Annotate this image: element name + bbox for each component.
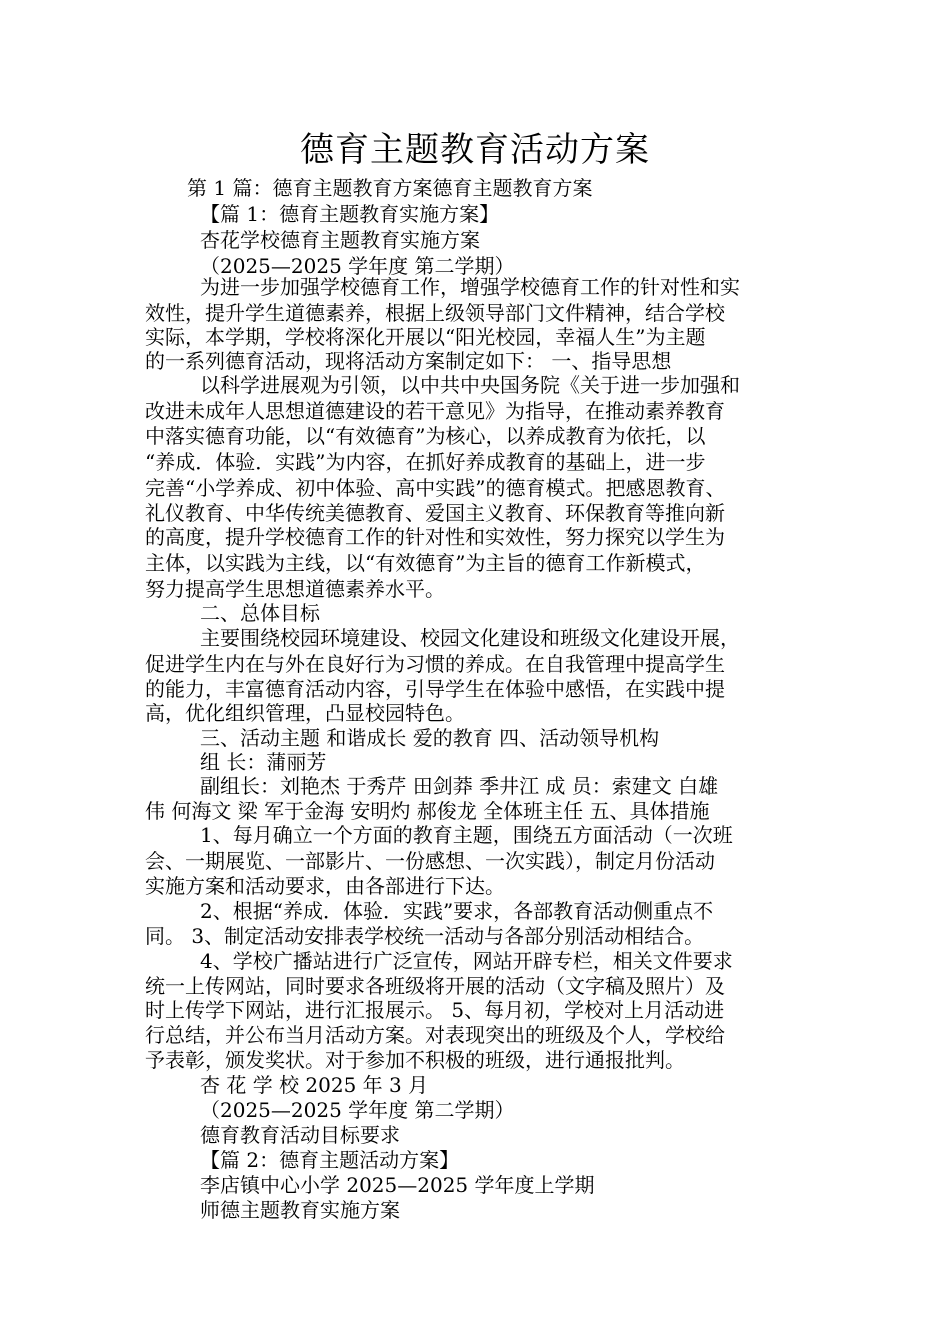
text-line: 4、学校广播站进行广泛宣传，网站开辟专栏，相关文件要求 [200, 949, 733, 973]
text-line: 礼仪教育、中华传统美德教育、爱国主义教育、环保教育等推向新 [145, 501, 725, 525]
text-line: 组 长：蒲丽芳 [200, 750, 327, 774]
text-line: 1、每月确立一个方面的教育主题，围绕五方面活动（一次班 [200, 823, 733, 847]
text-line: “养成．体验．实践”为内容，在抓好养成教育的基础上，进一步 [145, 450, 706, 474]
text-line: 杏花学校德育主题教育实施方案 [200, 228, 480, 252]
text-line: 为进一步加强学校德育工作，增强学校德育工作的针对性和实 [200, 275, 740, 299]
text-line: 第 1 篇：德育主题教育方案德育主题教育方案 [187, 176, 593, 200]
text-line: 杏 花 学 校 2025 年 3 月 [200, 1073, 429, 1097]
text-line: 师德主题教育实施方案 [200, 1198, 400, 1222]
text-line: 实施方案和活动要求，由各部进行下达。 [145, 874, 505, 898]
text-line: 效性，提升学生道德素养，根据上级领导部门文件精神，结合学校 [145, 301, 725, 325]
text-line: 三、活动主题 和谐成长 爱的教育 四、活动领导机构 [200, 726, 660, 750]
text-line: 努力提高学生思想道德素养水平。 [145, 577, 445, 601]
text-line: 的能力，丰富德育活动内容，引导学生在体验中感悟，在实践中提 [145, 677, 725, 701]
text-line: 统一上传网站，同时要求各班级将开展的活动（文字稿及照片）及 [145, 974, 725, 998]
text-line: 时上传学下网站，进行汇报展示。 5、每月初，学校对上月活动进 [145, 998, 725, 1022]
text-line: 2、根据“养成．体验．实践”要求，各部教育活动侧重点不 [200, 899, 714, 923]
text-line: 【篇 1：德育主题教育实施方案】 [200, 202, 500, 226]
text-line: 促进学生内在与外在良好行为习惯的养成。在自我管理中提高学生 [145, 652, 725, 676]
text-line: 完善“小学养成、初中体验、高中实践”的德育模式。把感恩教育、 [145, 476, 726, 500]
text-line: 主体，以实践为主线，以“有效德育”为主旨的德育工作新模式， [145, 551, 706, 575]
text-line: 会、一期展览、一部影片、一份感想、一次实践），制定月份活动 [145, 849, 715, 873]
text-line: 行总结，并公布当月活动方案。对表现突出的班级及个人，学校给 [145, 1023, 725, 1047]
text-line: 伟 何海文 梁 军于金海 安明灼 郝俊龙 全体班主任 五、具体措施 [145, 799, 710, 823]
text-line: 的高度，提升学校德育工作的针对性和实效性，努力探究以学生为 [145, 525, 725, 549]
text-line: 德育教育活动目标要求 [200, 1123, 400, 1147]
text-line: 副组长：刘艳杰 于秀芹 田剑莽 季井江 成 员：索建文 白雄 [200, 774, 719, 798]
text-line: 中落实德育功能，以“有效德育”为核心，以养成教育为依托，以 [145, 424, 706, 448]
text-line: 主要围绕校园环境建设、校园文化建设和班级文化建设开展， [200, 626, 740, 650]
text-line: 高，优化组织管理，凸显校园特色。 [145, 701, 465, 725]
text-line: 予表彰，颁发奖状。对于参加不积极的班级，进行通报批判。 [145, 1048, 685, 1072]
text-line: 的一系列德育活动，现将活动方案制定如下： 一、指导思想 [145, 349, 672, 373]
text-line: （2025—2025 学年度 第二学期） [200, 254, 515, 278]
text-line: 实际，本学期，学校将深化开展以“阳光校园，幸福人生”为主题 [145, 325, 706, 349]
text-line: 二、总体目标 [200, 601, 320, 625]
document-title: 德育主题教育活动方案 [300, 130, 650, 170]
text-line: 以科学进展观为引领，以中共中央国务院《关于进一步加强和 [200, 373, 740, 397]
text-line: 同。 3、制定活动安排表学校统一活动与各部分别活动相结合。 [145, 924, 705, 948]
text-line: 李店镇中心小学 2025—2025 学年度上学期 [200, 1173, 595, 1197]
text-line: 【篇 2：德育主题活动方案】 [200, 1148, 460, 1172]
text-line: 改进未成年人思想道德建设的若干意见》为指导，在推动素养教育 [145, 399, 725, 423]
text-line: （2025—2025 学年度 第二学期） [200, 1098, 515, 1122]
